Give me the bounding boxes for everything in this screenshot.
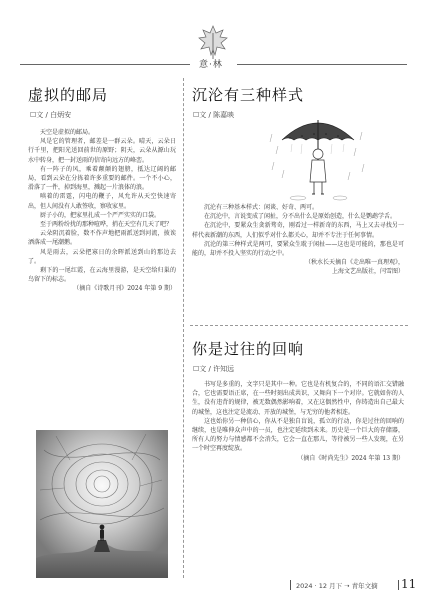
umbrella-figure-illustration (268, 112, 368, 202)
paragraph: 沉沦的第三种样式是两可，要紧众生耽于闲扯——这也是可能的，那也是可能的，却并不投入坚实的行动之中。 (192, 240, 404, 258)
right-top-article-source-2: 上海文艺出版社，闫雪图） (331, 268, 404, 276)
right-section-divider (190, 325, 408, 326)
section-title: 意·林 (199, 60, 223, 70)
footer-bar-1 (290, 580, 291, 590)
right-top-article-source: （秋水长天摘自《走出唯一真理观》， (304, 259, 404, 267)
paragraph: 嗔着的雷霆，闪电的鞭子，风允许从天空快速寄出，但人间没有人敢签收，察收家里。 (28, 193, 176, 210)
paragraph: 天空是虚拟的邮局。 (40, 129, 95, 136)
left-article-source: （摘自《诗歌月刊》2024 年第 9 期） (73, 285, 176, 293)
paragraph: 在沉沦中，要紧众生贪新骛奇，刚看过一样新奇的东西，马上又去寻找另一样代表新潮的东西，人们似乎对什么都关心，却并不专注于任何事情。 (192, 222, 404, 239)
left-article-body (28, 128, 176, 294)
left-article-author: ☐文 / 白炳安 (30, 111, 72, 119)
paragraph: 有一阵子的风，乘着颠颠的翅膀，抵达辽阔的邮局，看到云朵在分拣着许多重要的邮件。一个不小心，滑落了一件，掉到海里，溅起一片浪体的浪。 (28, 165, 176, 192)
column-divider (183, 78, 184, 578)
footer-issue: 2024 · 12 月下 ➝ 青年文摘 (296, 582, 378, 590)
header-divider-left (20, 64, 190, 65)
left-article-title: 虚拟的邮局 (28, 86, 109, 104)
right-top-article-author: ☐文 / 陈嘉映 (193, 111, 235, 119)
paragraph: 书写是多重的，文字只是其中一种。它也是有机复合的，不同的语汇交错融合，它也需要语正席，在一些时刻出成共识，又舞向下一个对岸。它就如你的人生，没有违背的规律，被无数偶然影响着，又在这偶然性中，你铸造出自己最大的城堡，这也注定是流动、开放的城堡，与无穷的他者相连。 (192, 381, 404, 416)
cosmic-swirl-illustration (36, 430, 168, 578)
paragraph: 至于两粉纷扰的那种喧哗，捎在天空有几天了吧？ (40, 221, 173, 229)
header-divider-right (237, 64, 407, 65)
right-top-article-title: 沉沦有三种样式 (192, 86, 305, 104)
paragraph: 风是它的管理者，邮差是一群云朵。晴天，云朵日行千里，把阳光送回前世的原野；阴天，云朵从源山玩水中转身，把一封送雨的信寄向远方的峰峦。 (28, 138, 176, 164)
paragraph: 剩下的一尾红霞，在云海里漫游，是天空给归巢的鸟留下的标志。 (28, 267, 176, 284)
right-bottom-article-body (192, 380, 404, 463)
paragraph: 厨子小的，把家里扎成一个严严实实的口袋。 (40, 211, 161, 219)
right-top-article-body (192, 203, 404, 277)
paragraph: 沉沦有三种基本样式：闲谈、好奇、两可。 (204, 204, 319, 211)
right-bottom-article-author: ☐文 / 许知远 (193, 365, 235, 373)
paragraph: 风是雨去，云朵把寡日的余晖派送到山的那边去了。 (28, 248, 176, 265)
right-bottom-article-source: （摘自《时尚先生》2024 年第 13 期） (297, 454, 404, 462)
footer-bar-2 (398, 580, 399, 590)
paragraph: 云朵阴沉着脸，数不作声地把雨派送到河流，披诶洒落成一尾潮鹅。 (28, 230, 176, 247)
right-bottom-article-title: 你是过往的回响 (192, 340, 305, 358)
page-number: 11 (401, 577, 417, 591)
paragraph: 这也始你另一种信心，你从不是独自盲说，孤立的行动，你是过往的回响的继续，也是唯伸众声中的一员，也注定延续到未来。历史是一个巨大的存储器，所有人的努力与情感都不会消失，它会一直在那儿，等待被另一些人发现，在另一个时空再度绽放。 (192, 417, 404, 453)
paragraph: 在沉沦中，言说变成了闲扯，分不出什么是原始创造，什么是鹦鹉学舌。 (204, 213, 397, 221)
leaf-logo-icon (196, 24, 230, 60)
